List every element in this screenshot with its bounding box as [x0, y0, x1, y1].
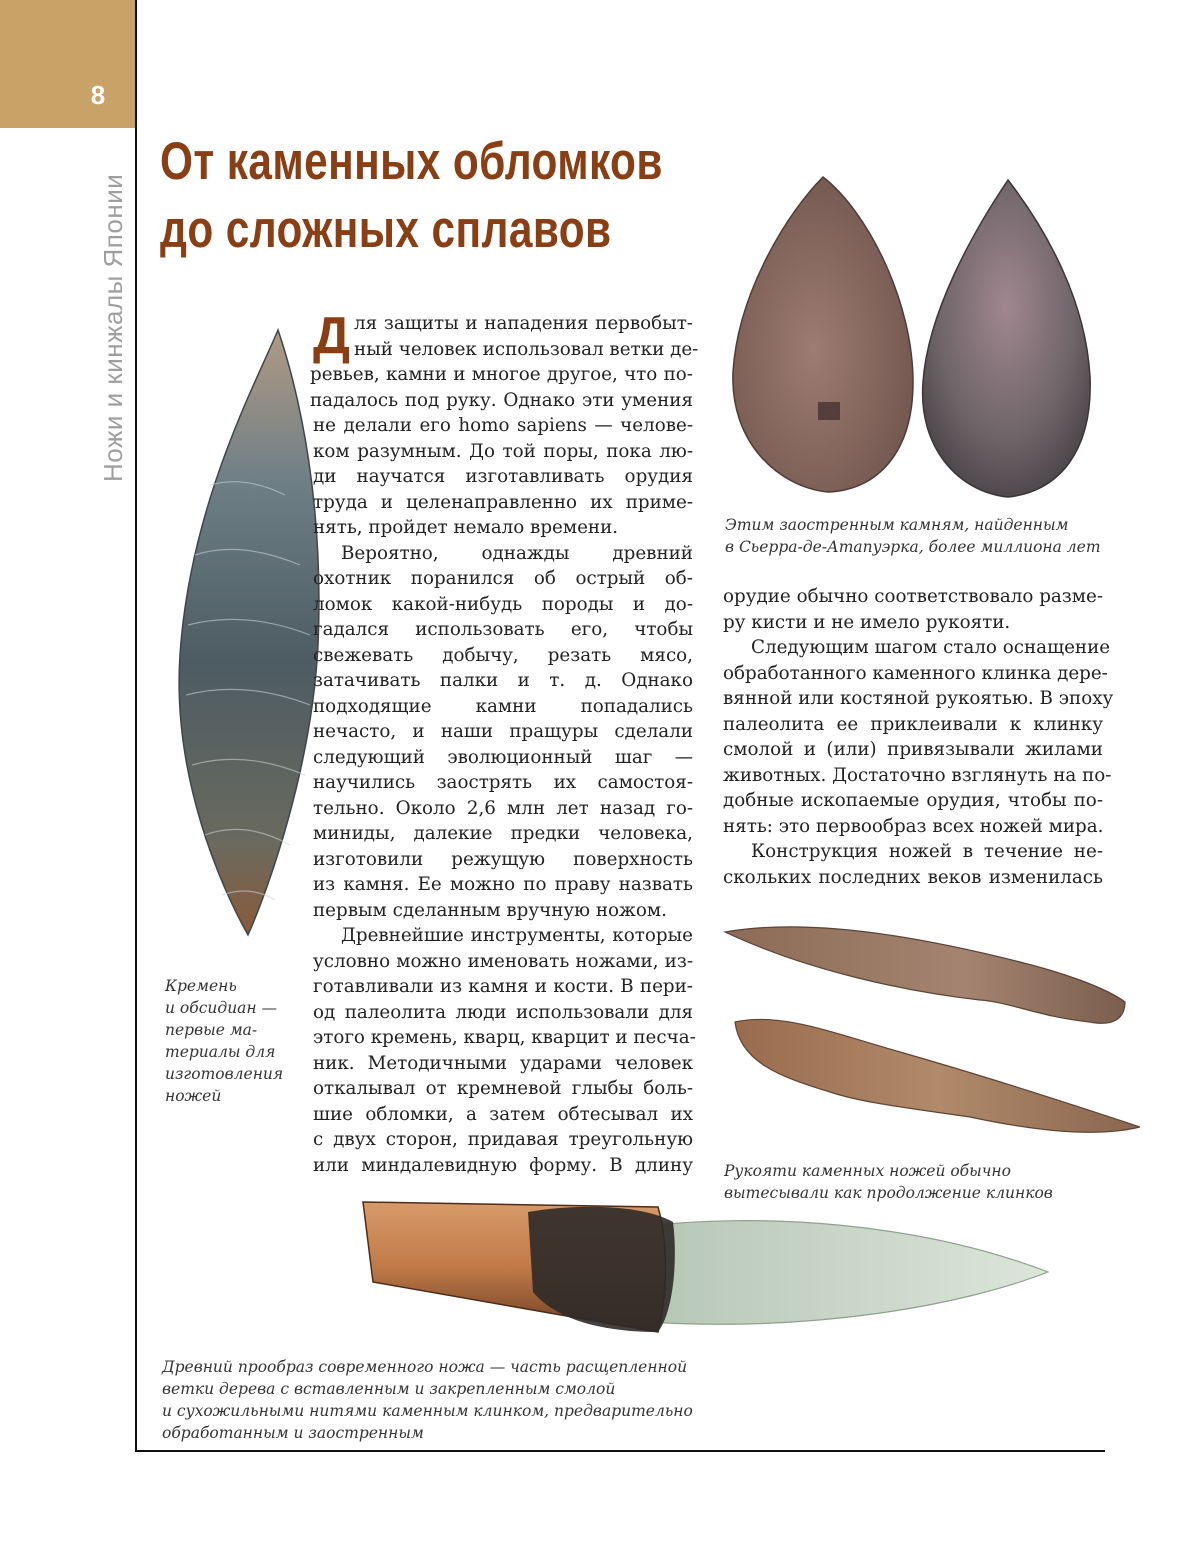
- caption-line: Древний прообраз современного ножа — часть расщепленной: [162, 1358, 688, 1376]
- page-title: [160, 128, 663, 264]
- text-line: палеолита ее приклеивали к клинку: [723, 713, 1103, 735]
- text-line: нечасто, и наши пращуры сделали: [313, 721, 693, 742]
- bottom-rule: [135, 1450, 1105, 1452]
- text-line: ник. Методичными ударами человек: [313, 1052, 693, 1074]
- vertical-rule: [135, 0, 137, 1452]
- caption-hafted-knife: [162, 1356, 693, 1444]
- text-line: не делали его homo sapiens — челове-: [313, 415, 693, 436]
- hafted-knife-image: [358, 1182, 1053, 1352]
- text-line: вянной или костяной рукоятью. В эпоху: [723, 688, 1114, 709]
- title-line: до сложных сплавов: [160, 200, 612, 259]
- text-line: с двух сторон, придавая треугольную: [313, 1129, 693, 1150]
- caption-line: ножей: [165, 1087, 222, 1105]
- text-line: нять, пройдет немало времени.: [313, 517, 619, 538]
- text-line: ру кисти и не имело рукояти.: [723, 611, 1011, 633]
- text-line: ломок какой-нибудь породы и до-: [313, 593, 693, 615]
- text-line: шие обломки, а затем обтесывал их: [313, 1103, 693, 1125]
- text-line: из камня. Ее можно по праву назвать: [313, 874, 693, 895]
- text-line: Конструкция ножей в течение не-: [751, 841, 1103, 862]
- caption-stone-knives: [724, 1160, 1053, 1204]
- text-line: откалывал от кремневой глыбы боль-: [313, 1078, 693, 1099]
- text-line: падалось под руку. Однако эти умения: [310, 389, 693, 411]
- caption-line: Этим заостренным камням, найденным: [725, 516, 1069, 534]
- text-line: од палеолита люди использовали для: [313, 1001, 693, 1023]
- caption-line: Рукояти каменных ножей обычно: [724, 1162, 1011, 1180]
- stone-knives-image: [720, 912, 1140, 1152]
- caption-line: обработанным и заостренным: [162, 1424, 424, 1442]
- text-line: Вероятно, однажды древний: [341, 542, 693, 564]
- text-line: обработанного каменного клинка дере-: [723, 662, 1108, 684]
- article-column-2: [723, 584, 1114, 890]
- text-line: ный человек использовал ветки де-: [354, 338, 699, 360]
- text-line: подходящие камни попадались: [313, 695, 693, 717]
- text-line: нять: это первообраз всех ножей мира.: [723, 815, 1104, 837]
- text-line: первым сделанным вручную ножом.: [313, 899, 667, 921]
- caption-line: и обсидиан —: [165, 999, 278, 1017]
- caption-line: первые ма-: [165, 1021, 258, 1039]
- text-line: или миндалевидную форму. В длину: [313, 1154, 693, 1176]
- text-line: ком разумным. До той поры, пока лю-: [313, 440, 693, 462]
- caption-line: и сухожильными нитями каменным клинком, предварительно: [162, 1402, 693, 1420]
- text-line: затачивать палки и т. д. Однако: [313, 670, 693, 691]
- text-line: миниды, далекие предки человека,: [313, 823, 693, 844]
- obsidian-blade-image: [160, 325, 330, 945]
- text-line: научились заострять их самостоя-: [313, 772, 693, 793]
- caption-line: изготовления: [165, 1065, 284, 1083]
- text-line: этого кремень, кварц, кварцит и песча-: [313, 1027, 696, 1048]
- title-line: От каменных обломков: [160, 132, 663, 191]
- text-line: следующий эволюционный шаг —: [313, 746, 693, 768]
- caption-line: териалы для: [165, 1043, 276, 1061]
- article-column-1: [310, 307, 699, 1178]
- text-line: ля защиты и нападения первобыт-: [354, 313, 693, 334]
- text-line: охотник поранился об острый об-: [313, 568, 693, 589]
- text-line: добные ископаемые орудия, чтобы по-: [723, 790, 1103, 811]
- caption-flint: [165, 975, 283, 1107]
- text-line: готавливали из камня и кости. В пери-: [313, 976, 693, 997]
- text-line: орудие обычно соответствовало разме-: [723, 586, 1103, 607]
- caption-line: Кремень: [165, 977, 237, 995]
- text-line: гадался использовать его, чтобы: [313, 619, 693, 640]
- hand-axes-image: [728, 172, 1098, 507]
- text-line: свежевать добычу, резать мясо,: [313, 644, 693, 666]
- text-line: ревьев, камни и многое другое, что по-: [310, 364, 693, 385]
- caption-line: ветки дерева с вставленным и закрепленным смолой: [162, 1380, 616, 1398]
- text-line: ди научатся изготавливать орудия: [313, 466, 693, 487]
- drop-cap: Д: [313, 307, 351, 365]
- text-line: Древнейшие инструменты, которые: [341, 925, 693, 946]
- text-line: условно можно именовать ножами, из-: [313, 950, 693, 972]
- paragraph-1: [310, 307, 699, 388]
- text-line: труда и целенаправленно их приме-: [313, 491, 693, 513]
- text-line: изготовили режущую поверхность: [313, 848, 693, 870]
- text-line: скольких последних веков изменилась: [723, 866, 1103, 888]
- text-line: тельно. Около 2,6 млн лет назад го-: [313, 797, 693, 819]
- caption-line: в Сьерра-де-Атапуэрка, более миллиона лет: [725, 538, 1101, 556]
- caption-handaxes: [725, 514, 1101, 558]
- text-line: животных. Достаточно взглянуть на по-: [723, 764, 1112, 786]
- caption-line: вытесывали как продолжение клинков: [724, 1184, 1053, 1202]
- running-head: Ножи и кинжалы Японии: [98, 173, 128, 482]
- text-line: смолой и (или) привязывали жилами: [723, 739, 1103, 760]
- text-line: Следующим шагом стало оснащение: [751, 637, 1111, 658]
- page-number: 8: [90, 80, 106, 110]
